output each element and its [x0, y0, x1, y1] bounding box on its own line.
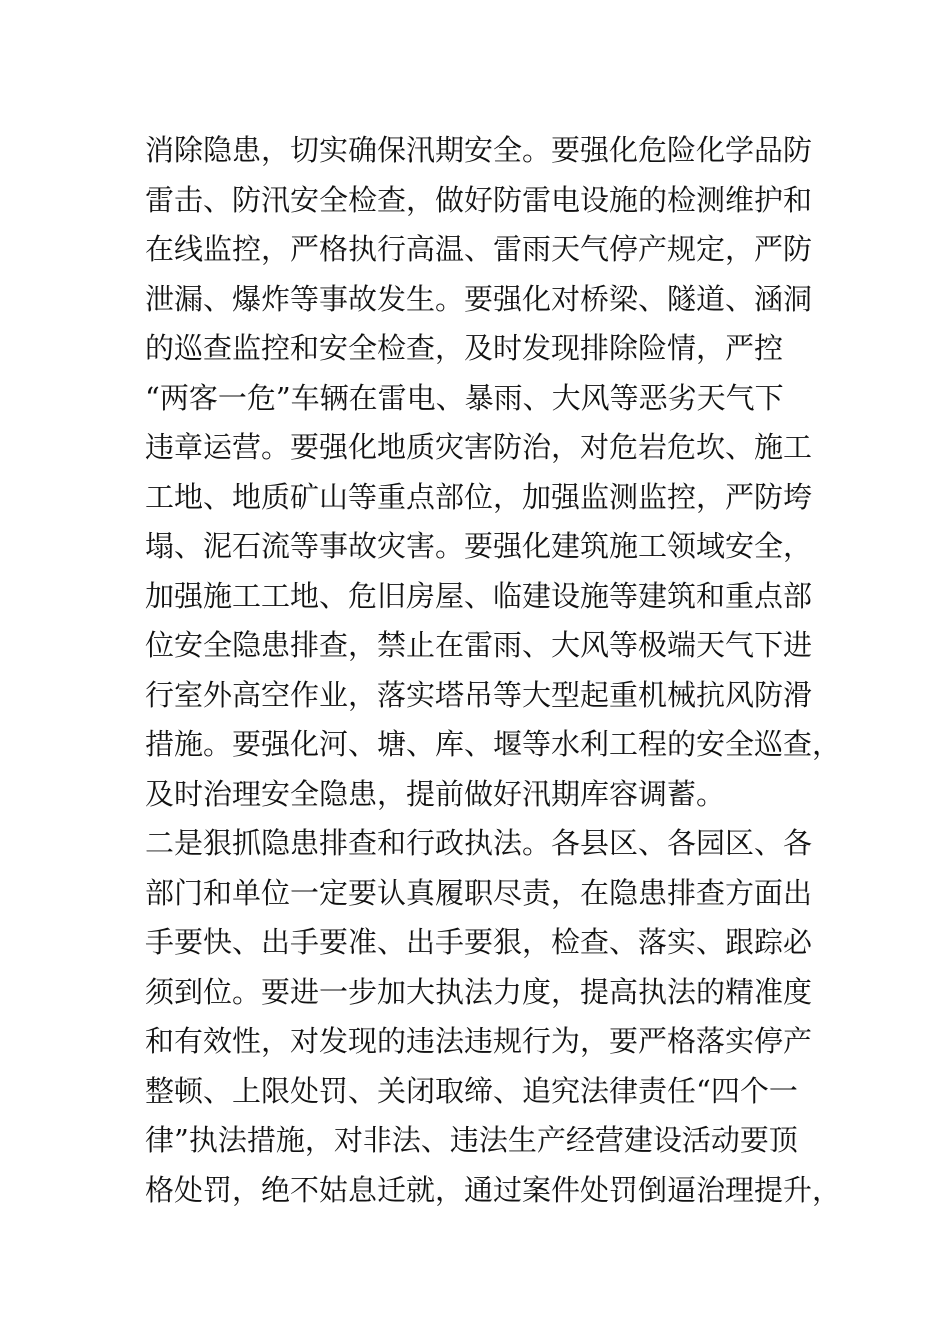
- text-line: 塌、泥石流等事故灾害。要强化建筑施工领域安全，: [145, 529, 813, 563]
- text-line: 须到位。要进一步加大执法力度，提高执法的精准度: [145, 974, 813, 1009]
- text-line: 措施。要强化河、塘、库、堰等水利工程的安全巡查，: [145, 727, 842, 761]
- body-text: [145, 126, 845, 1215]
- text-line: 的巡查监控和安全检查，及时发现排除险情，严控: [145, 331, 784, 365]
- text-line: “两客一危”车辆在雷电、暴雨、大风等恶劣天气下: [145, 380, 784, 415]
- text-line: 雷击、防汛安全检查，做好防雷电设施的检测维护和: [145, 182, 813, 217]
- text-line: 在线监控，严格执行高温、雷雨天气停产规定，严防: [145, 232, 813, 266]
- text-line: 违章运营。要强化地质灾害防治，对危岩危坎、施工: [145, 430, 813, 464]
- text-line: 行室外高空作业，落实塔吊等大型起重机械抗风防滑: [145, 677, 813, 712]
- text-line: 加强施工工地、危旧房屋、临建设施等建筑和重点部: [145, 578, 813, 613]
- text-line: 部门和单位一定要认真履职尽责，在隐患排查方面出: [145, 875, 813, 910]
- text-line: 和有效性，对发现的违法违规行为，要严格落实停产: [145, 1024, 813, 1058]
- text-line: 二是狠抓隐患排查和行政执法。各县区、各园区、各: [145, 826, 813, 860]
- text-line: 律”执法措施，对非法、违法生产经营建设活动要顶: [145, 1123, 798, 1157]
- text-line: 格处罚，绝不姑息迁就，通过案件处罚倒逼治理提升，: [145, 1172, 842, 1207]
- text-line: 手要快、出手要准、出手要狠，检查、落实、跟踪必: [145, 925, 813, 959]
- text-line: 位安全隐患排查，禁止在雷雨、大风等极端天气下进: [145, 628, 813, 662]
- text-line: 消除隐患，切实确保汛期安全。要强化危险化学品防: [145, 133, 813, 167]
- text-line: 泄漏、爆炸等事故发生。要强化对桥梁、隧道、涵洞: [145, 281, 813, 316]
- text-line: 及时治理安全隐患，提前做好汛期库容调蓄。: [145, 776, 726, 811]
- text-line: 整顿、上限处罚、关闭取缔、追究法律责任“四个一: [145, 1073, 798, 1108]
- text-line: 工地、地质矿山等重点部位，加强监测监控，严防垮: [145, 479, 813, 514]
